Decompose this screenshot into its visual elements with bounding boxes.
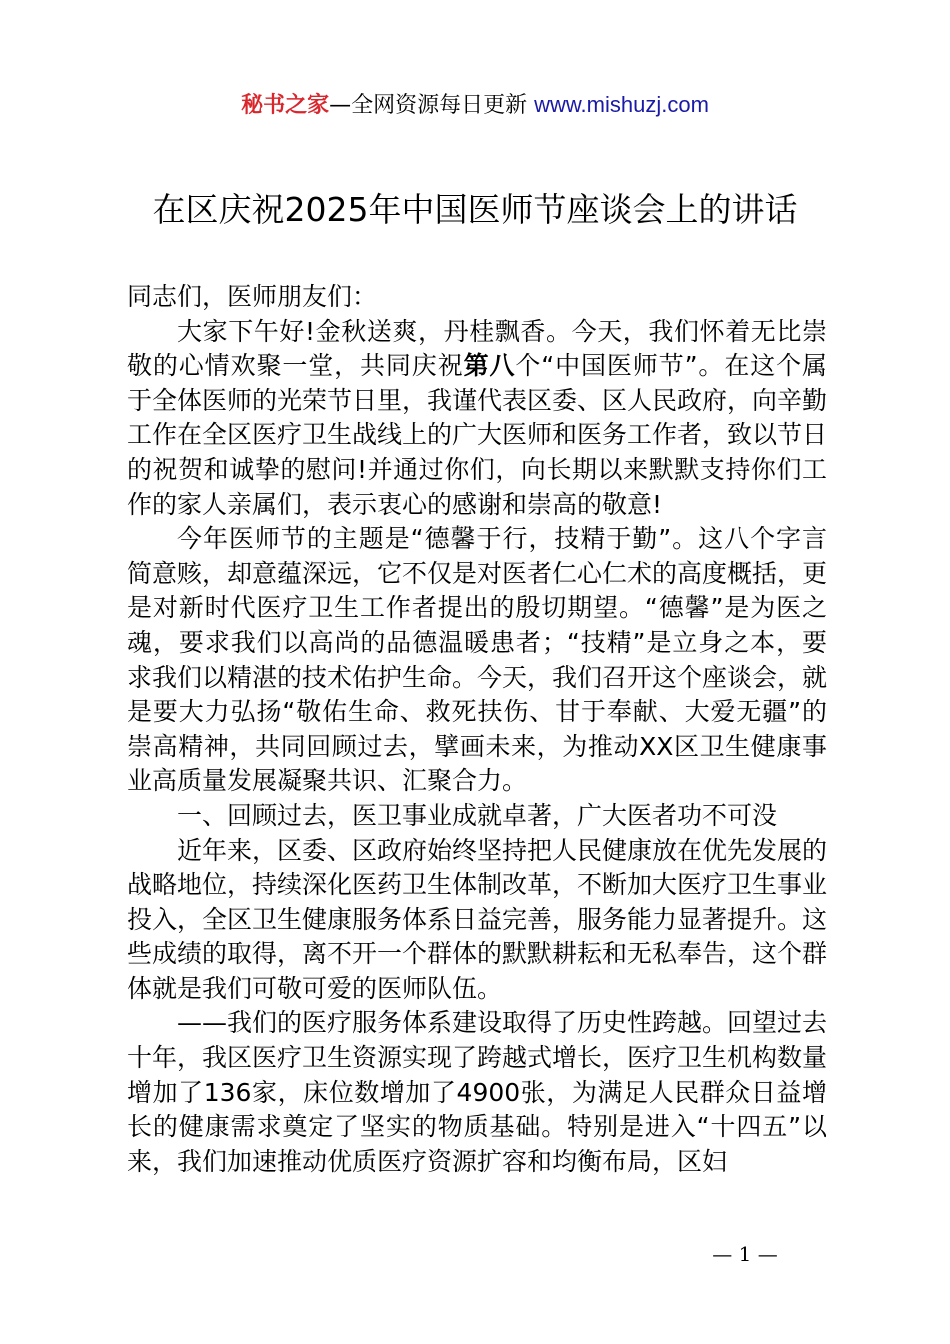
paragraph-1-text-a: 大家下午好!金秋送爽，丹桂飘香。今天，我们怀着无比崇敬的心情欢聚一堂，共同庆祝 [127,316,827,381]
paragraph-1-text-b: 个“中国医师节”。在这个属于全体医师的光荣节日里，我谨代表区委、区人民政府，向辛勤工作在全区医疗卫生战线上的广大医师和医务工作者，致以节日的祝贺和诚挚的慰问!并通过你们，向长期以来默默支持你们工作的家人亲属们，表示衷心的感谢和崇高的敬意! [127,351,828,519]
paragraph-1-bold: 第八 [463,351,516,381]
salutation: 同志们，医师朋友们： [127,282,378,311]
site-header [0,88,950,123]
paragraph-4: ——我们的医疗服务体系建设取得了历史性跨越。回望过去十年，我区医疗卫生资源实现了跨越式增长，医疗卫生机构数量增加了136家，床位数增加了4900张，为满足人民群众日益增长的健康需求奠定了坚实的物质基础。特别是进入“十四五”以来，我们加速推动优质医疗资源扩容和均衡布局，区妇 [127,1008,828,1176]
header-tagline: —全网资源每日更新 [329,93,528,118]
document-title: 在区庆祝2025年中国医师节座谈会上的讲话 [152,190,798,229]
site-url-link[interactable]: www.mishuzj.com [534,92,709,117]
paragraph-3: 近年来，区委、区政府始终坚持把人民健康放在优先发展的战略地位，持续深化医药卫生体制改革，不断加大医疗卫生事业投入，全区卫生健康服务体系日益完善，服务能力显著提升。这些成绩的取得，离不开一个群体的默默耕耘和无私奉告，这个群体就是我们可敬可爱的医师队伍。 [127,835,828,1003]
paragraph-1 [127,315,827,523]
paragraph-2: 今年医师节的主题是“德馨于行，技精于勤”。这八个字言简意赅，却意蕴深远，它不仅是对医者仁心仁术的高度概括，更是对新时代医疗卫生工作者提出的殷切期望。“德馨”是为医之魂，要求我们以高尚的品德温暖患者；“技精”是立身之本，要求我们以精湛的技术佑护生命。今天，我们召开这个座谈会，就是要大力弘扬“敬佑生命、救死扶伤、甘于奉献、大爱无疆”的崇高精神，共同回顾过去，擘画未来，为推动XX区卫生健康事业高质量发展凝聚共识、汇聚合力。 [127,524,828,796]
section-heading-1: 一、回顾过去，医卫事业成就卓著，广大医者功不可没 [177,800,778,830]
document-body [127,280,827,1179]
page-number: — 1 — [712,1242,778,1266]
brand-name: 秘书之家 [241,93,330,118]
